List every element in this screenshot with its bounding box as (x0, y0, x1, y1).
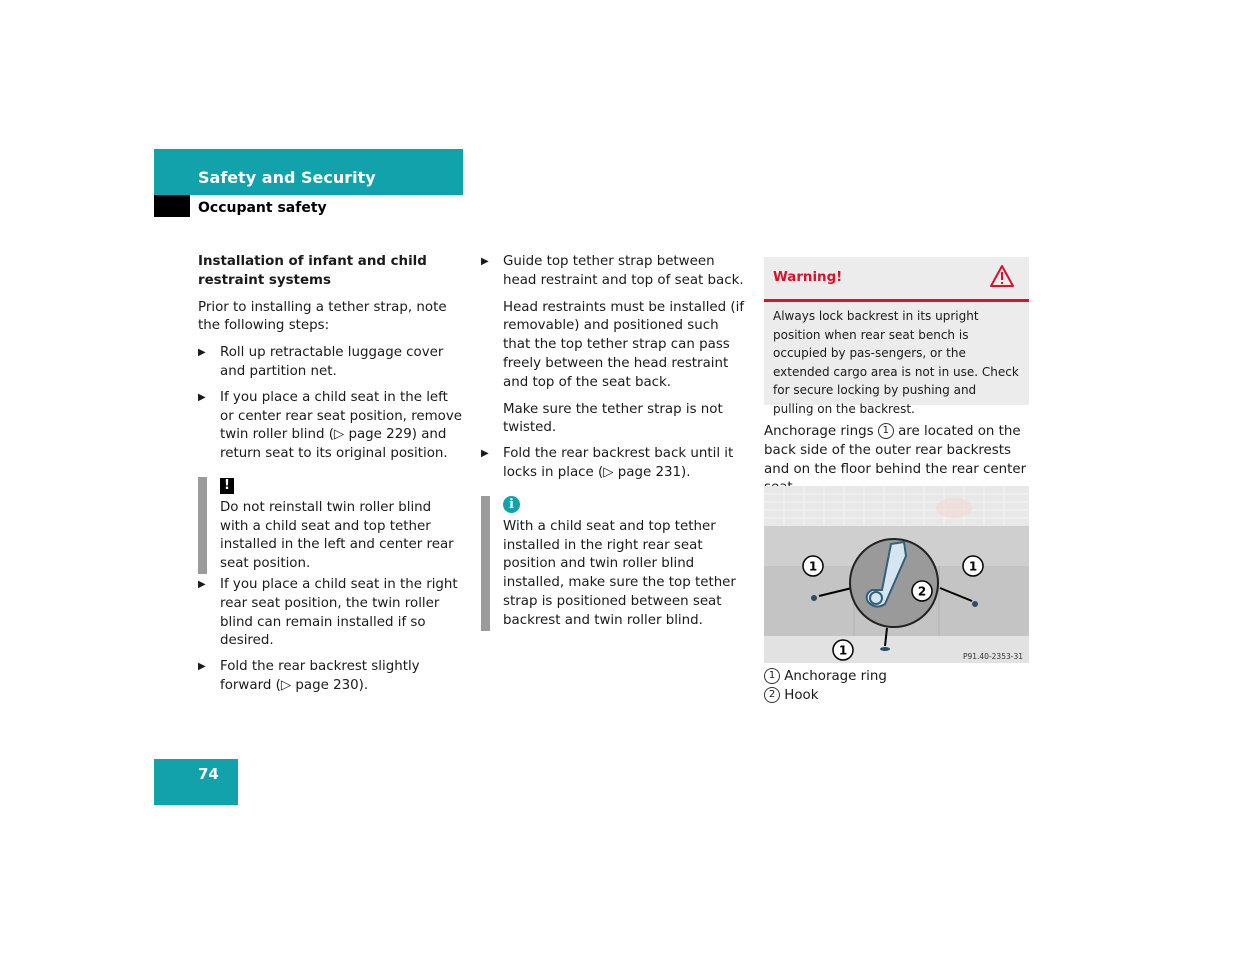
legend-number: 1 (764, 668, 780, 684)
header-marker (154, 195, 190, 217)
step-text: Fold the rear backrest back until it locks in place (▷ page 231). (503, 446, 734, 480)
step-item (198, 344, 464, 382)
page-number: 74 (198, 765, 219, 783)
section-title: Safety and Security (198, 168, 376, 187)
legend-label: Anchorage ring (784, 669, 887, 684)
anchorage-ring-number: 1 (878, 423, 894, 439)
step-text: Roll up retractable luggage cover and partition net. (220, 345, 444, 379)
warning-text: Always lock backrest in its upright position when rear seat bench is occupied by pas-sengers, or the extended cargo area is not in use. Check for secure locking by pushing and pulling on the backrest. (773, 309, 1019, 416)
anchorage-illustration (764, 486, 1029, 663)
info-text: With a child seat and top tether installed in the right rear seat position and twin roller blind installed, make sure the top tether strap is positioned between seat backrest and twin roller blind. (503, 518, 736, 628)
bullet-arrow-icon: ▶ (481, 256, 489, 267)
step-text: If you place a child seat in the left or center rear seat position, remove twin roller blind (▷ page 229) and return seat to its original position. (220, 389, 463, 462)
step-item (198, 389, 464, 464)
anchorage-text-start: Anchorage rings (764, 424, 878, 439)
step-text: If you place a child seat in the right rear seat position, the twin roller blind can remain installed if so desired. (220, 577, 458, 649)
legend-number: 2 (764, 687, 780, 703)
left-column-lower (198, 576, 464, 696)
caution-text: Do not reinstall twin roller blind with a child seat and top tether installed in the left and center rear seat position. (220, 499, 454, 572)
step-item (481, 445, 747, 483)
bullet-arrow-icon: ▶ (198, 579, 206, 590)
bullet-arrow-icon: ▶ (198, 347, 206, 359)
warning-title: Warning! (773, 270, 843, 285)
legend-item (764, 668, 1030, 687)
step-item (198, 658, 464, 696)
info-icon: i (503, 496, 520, 513)
left-column (198, 253, 464, 464)
caution-icon: ! (220, 478, 234, 494)
callout-label: 2 (917, 584, 927, 599)
info-note (481, 496, 746, 631)
callout-1-right (963, 556, 983, 576)
warning-box (764, 257, 1029, 416)
bullet-arrow-icon: ▶ (198, 391, 206, 403)
legend-label: Hook (784, 687, 819, 703)
bullet-arrow-icon: ▶ (481, 448, 489, 460)
anchorage-text-end: are located on the back side of the outer rear backrests and on the floor behind the rear center (764, 424, 1027, 477)
page-number-box (154, 759, 238, 805)
warning-header (764, 257, 1029, 302)
callout-1-left (803, 556, 823, 576)
step-text: Guide top tether strap between head restraint and top of seat back. (503, 254, 744, 288)
subsection-title: Occupant safety (198, 200, 327, 216)
head-restraints-text: Head restraints must be installed (if removable) and positioned such that the top tether strap can pass freely between the head restraint and top of the seat back. (503, 299, 745, 390)
warning-triangle-icon (989, 264, 1015, 288)
figure-code: P91.40-2353-31 (962, 652, 1023, 661)
callout-2-hook (912, 581, 932, 601)
step-item (481, 253, 747, 291)
middle-column (481, 253, 747, 483)
callout-label: 1 (808, 559, 818, 574)
twisted-text: Make sure the tether strap is not twisted. (503, 401, 723, 436)
legend-item (764, 687, 1030, 706)
callout-label: 1 (838, 643, 848, 658)
installation-heading: Installation of infant and child restraint systems (198, 254, 427, 288)
figure-legend (764, 668, 1030, 706)
callout-label: 1 (968, 559, 978, 574)
intro-text: Prior to installing a tether strap, note the following steps: (198, 299, 447, 334)
step-item (198, 576, 464, 651)
bullet-arrow-icon: ▶ (198, 661, 206, 673)
callout-1-floor (833, 640, 853, 660)
caution-note (198, 477, 462, 574)
step-text: Fold the rear backrest slightly forward (▷ page 230). (220, 659, 420, 693)
anchorage-figure (764, 486, 1029, 663)
